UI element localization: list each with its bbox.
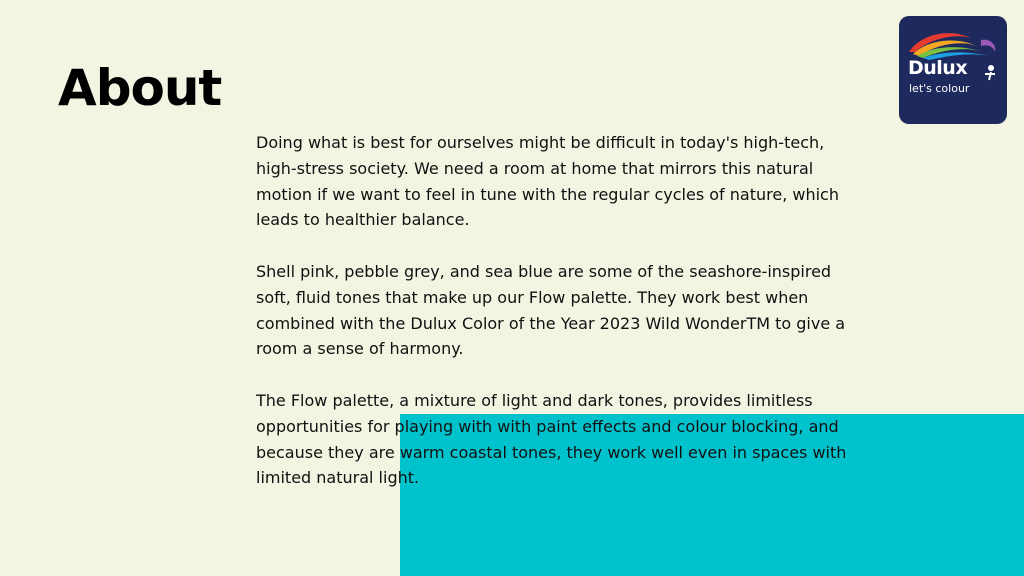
paragraph-3: The Flow palette, a mixture of light and dark tones, provides limitless opportunities for playing with with paint effects and colour blocking, and because they are warm coastal tones, they work well even in spaces with limited natural light. — [256, 390, 847, 488]
about-body — [256, 130, 856, 517]
page-title: About — [58, 59, 222, 117]
logo-wordmark: Dulux — [908, 57, 968, 79]
logo-tagline: let's colour — [909, 82, 970, 95]
paragraph-2: Shell pink, pebble grey, and sea blue are some of the seashore-inspired soft, fluid tones that make up our Flow palette. They work best when combined with the Dulux Color of the Year 2023 Wild WonderTM to give a room a sense of harmony. — [256, 261, 846, 359]
paragraph-1: Doing what is best for ourselves might be difficult in today's high-tech, high-stress society. We need a room at home that mirrors this natural motion if we want to feel in tune with the regular cycles of nature, which leads to healthier balance. — [256, 133, 839, 230]
dulux-logo — [899, 16, 1007, 124]
